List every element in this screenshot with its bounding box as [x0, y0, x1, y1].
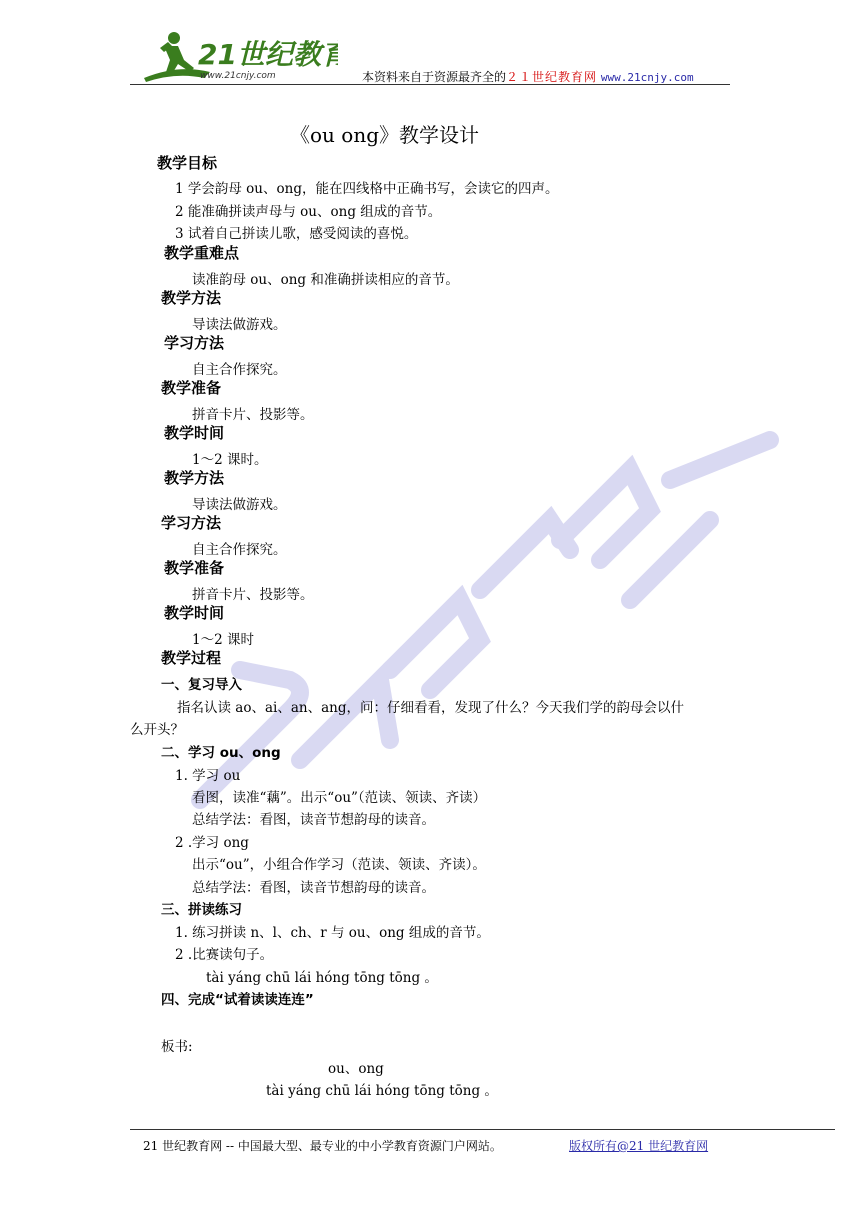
time-heading-2: 教学时间	[164, 604, 225, 622]
footer-text: 21 世纪教育网 -- 中国最大型、最专业的中小学教育资源门户网站。	[143, 1139, 502, 1153]
time-text-2: 1～2 课时	[192, 632, 254, 648]
learning-method-text: 自主合作探究。	[192, 362, 287, 378]
key-points-text: 读准韵母 ou、ong 和准确拼读相应的音节。	[192, 272, 459, 288]
step2-heading: 二、学习 ou、ong	[161, 745, 281, 761]
header-note	[362, 68, 694, 85]
board-line1: ou、ong	[328, 1061, 384, 1077]
goal-1: 1 学会韵母 ou、ong，能在四线格中正确书写，会读它的四声。	[175, 181, 559, 197]
learning-method-text-2: 自主合作探究。	[192, 542, 287, 558]
step2-sub1-b: 总结学法：看图，读音节想韵母的读音。	[192, 812, 435, 828]
step1-line1: 指名认读 ao、ai、an、ang，问：仔细看看，发现了什么？今天我们学的韵母会以什	[177, 700, 684, 716]
header-divider	[130, 84, 730, 85]
step2-sub1-a: 看图，读准“藕”。出示“ou”（范读、领读、齐读）	[192, 790, 487, 806]
time-text: 1～2 课时。	[192, 452, 268, 468]
svg-text:www.21cnjy.com: www.21cnjy.com	[200, 71, 276, 81]
preparation-heading: 教学准备	[161, 379, 222, 397]
header-note-prefix: 本资料来自于资源最齐全的	[362, 70, 507, 84]
goal-3: 3 试着自己拼读儿歌，感受阅读的喜悦。	[175, 226, 418, 242]
preparation-text: 拼音卡片、投影等。	[192, 407, 314, 423]
goals-heading: 教学目标	[157, 154, 218, 172]
logo-graphic	[138, 28, 338, 86]
step2-sub2-b: 总结学法：看图，读音节想韵母的读音。	[192, 880, 435, 896]
board-label: 板书:	[161, 1039, 193, 1055]
step1-line2: 么开头？	[130, 722, 184, 738]
step3-pinyin: tài yáng chū lái hóng tōng tōng 。	[206, 970, 438, 986]
step4-heading: 四、完成“试着读读连连”	[161, 992, 314, 1008]
time-heading: 教学时间	[164, 424, 225, 442]
step3-sub1: 1. 练习拼读 n、l、ch、r 与 ou、ong 组成的音节。	[175, 925, 490, 941]
site-logo[interactable]	[138, 28, 338, 86]
goal-2: 2 能准确拼读声母与 ou、ong 组成的音节。	[175, 204, 442, 220]
svg-text:21世纪教育: 21世纪教育	[198, 38, 338, 71]
key-points-heading: 教学重难点	[164, 244, 240, 262]
footer-copyright-link[interactable]: 版权所有@21 世纪教育网	[569, 1139, 709, 1153]
footer-divider	[130, 1129, 835, 1130]
step3-sub2: 2 .比赛读句子。	[175, 947, 274, 963]
teaching-method-heading-2: 教学方法	[164, 469, 225, 487]
learning-method-heading: 学习方法	[164, 334, 225, 352]
preparation-text-2: 拼音卡片、投影等。	[192, 587, 314, 603]
learning-method-heading-2: 学习方法	[161, 514, 222, 532]
page-title: 《ou ong》教学设计	[290, 123, 480, 147]
step3-heading: 三、拼读练习	[161, 902, 242, 918]
header-note-url[interactable]: www.21cnjy.com	[600, 71, 694, 84]
teaching-method-text-2: 导读法做游戏。	[192, 497, 287, 513]
step1-heading: 一、复习导入	[161, 677, 242, 693]
header-note-brand: ２１世纪教育网	[506, 70, 598, 84]
teaching-method-text: 导读法做游戏。	[192, 317, 287, 333]
process-heading: 教学过程	[161, 649, 222, 667]
step2-sub2: 2 .学习 ong	[175, 835, 249, 851]
teaching-method-heading: 教学方法	[161, 289, 222, 307]
step2-sub2-a: 出示“ou”，小组合作学习（范读、领读、齐读）。	[192, 857, 486, 873]
step2-sub1: 1. 学习 ou	[175, 768, 241, 784]
preparation-heading-2: 教学准备	[164, 559, 225, 577]
board-line2: tài yáng chū lái hóng tōng tōng 。	[266, 1083, 498, 1099]
